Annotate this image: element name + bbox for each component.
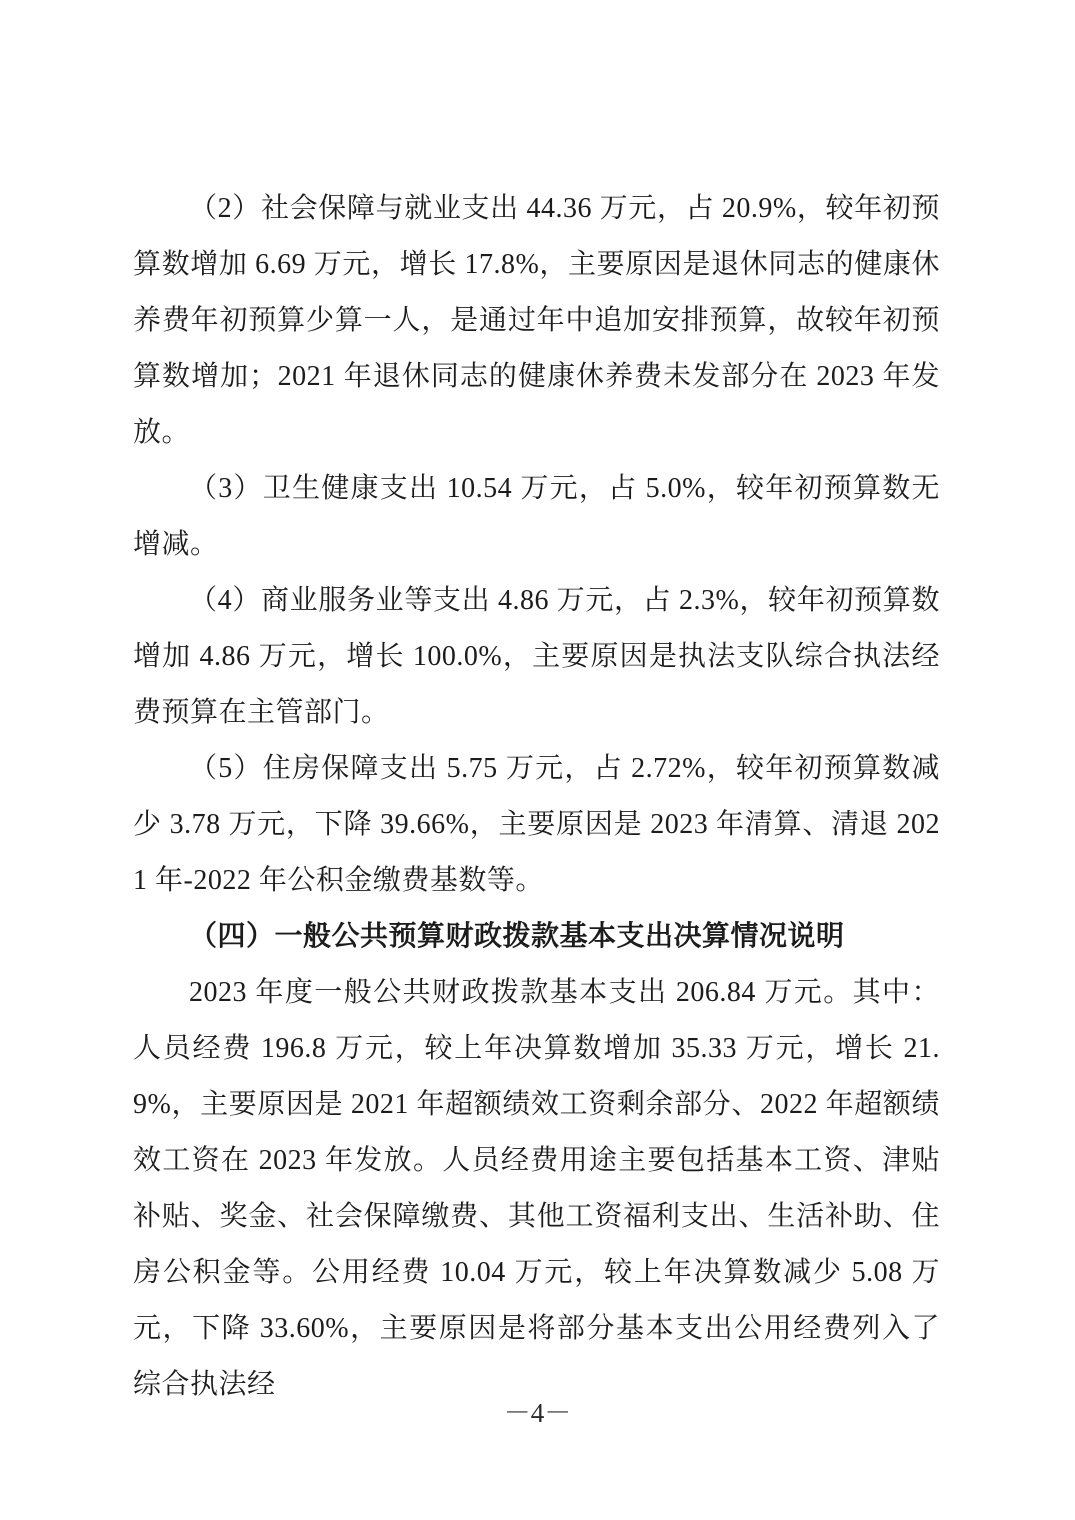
section-heading-basic-expenditure: （四）一般公共预算财政拨款基本支出决算情况说明 (189, 921, 845, 952)
paragraph-basic-expenditure-detail: 2023 年度一般公共财政拨款基本支出 206.84 万元。其中：人员经费 196.8 万元，较上年决算数增加 35.33 万元，增长 21.9%，主要原因是 2021 年超额绩效工资剩余部分、2022 年超额绩效工资在 2023 年发放。人员经费用途主要包括基本工资、津贴补贴、奖金、社会保障缴费、其他工资福利支出、生活补助、住房公积金等。公用经费 10.04 万元，较上年决算数减少 5.08 万元，下降 33.60%，主要原因是将部分基本支出公用经费列入了综合执法经 (133, 977, 940, 1400)
paragraph-housing-security-expenditure: （5）住房保障支出 5.75 万元，占 2.72%，较年初预算数减少 3.78 万元，下降 39.66%，主要原因是 2023 年清算、清退 2021 年-2022 年公积金缴费基数等。 (133, 753, 940, 896)
document-page (133, 181, 940, 1413)
paragraph-commercial-services-expenditure: （4）商业服务业等支出 4.86 万元，占 2.3%，较年初预算数增加 4.86 万元，增长 100.0%，主要原因是执法支队综合执法经费预算在主管部门。 (133, 585, 940, 728)
paragraph-health-expenditure: （3）卫生健康支出 10.54 万元，占 5.0%，较年初预算数无增减。 (133, 473, 940, 560)
paragraph-social-security-expenditure: （2）社会保障与就业支出 44.36 万元，占 20.9%，较年初预算数增加 6.69 万元，增长 17.8%，主要原因是退休同志的健康休养费年初预算少算一人，是通过年中追加安排预算，故较年初预算数增加；2021 年退休同志的健康休养费未发部分在 2023 年发放。 (133, 193, 940, 448)
page-number: －4－ (503, 1398, 572, 1428)
